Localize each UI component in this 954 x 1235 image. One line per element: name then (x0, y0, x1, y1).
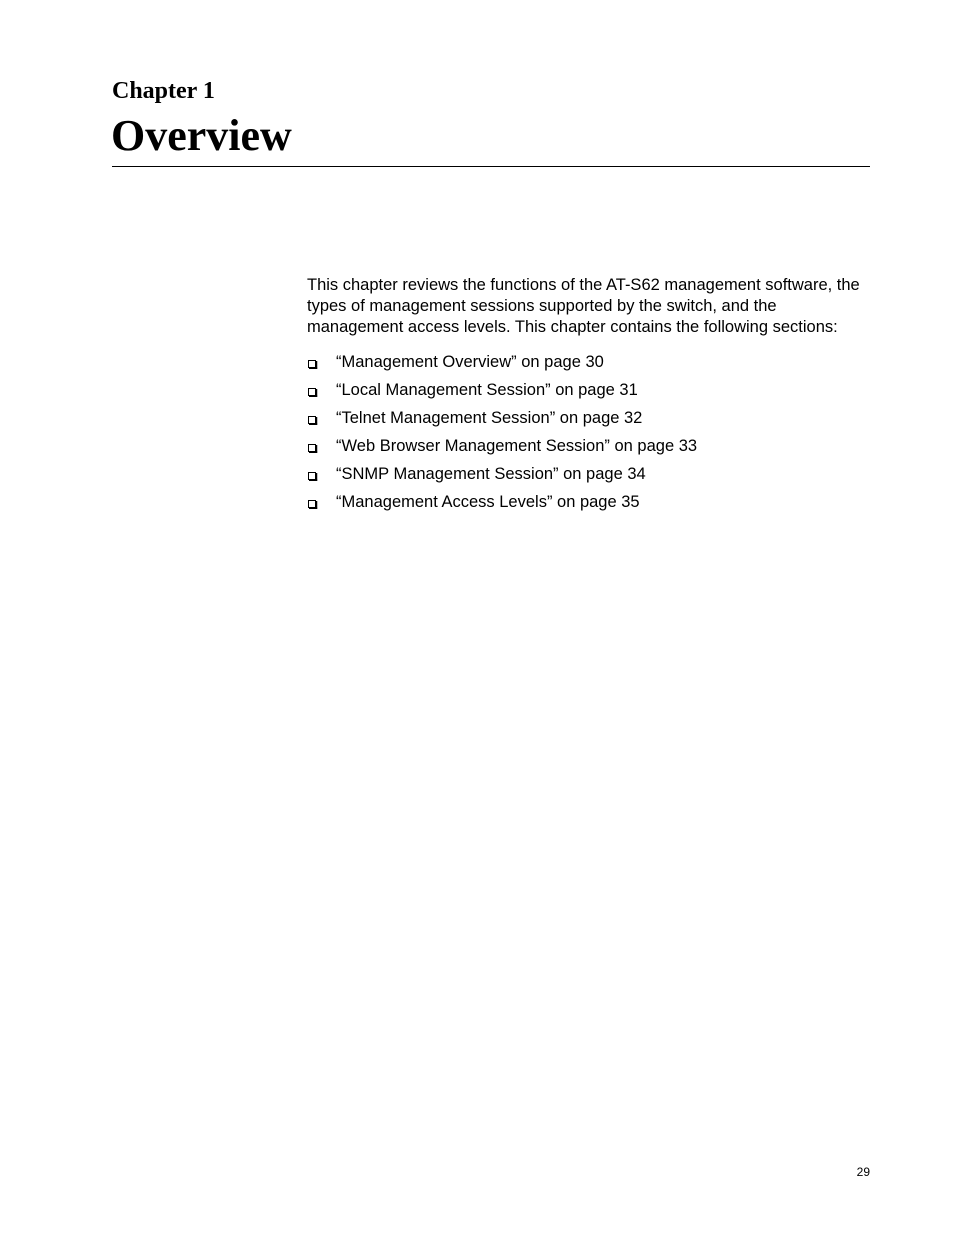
hollow-square-bullet-icon (308, 470, 319, 481)
hollow-square-bullet-icon (308, 498, 319, 509)
list-item (307, 464, 697, 492)
page-number: 29 (856, 1165, 870, 1179)
list-item (307, 408, 697, 436)
section-link[interactable]: “Web Browser Management Session” on page 33 (336, 437, 698, 455)
list-item (307, 352, 697, 380)
list-item (307, 492, 697, 520)
chapter-title: Overview (111, 111, 292, 160)
hollow-square-bullet-icon (308, 386, 319, 397)
hollow-square-bullet-icon (308, 442, 319, 453)
chapter-label: Chapter 1 (112, 78, 215, 104)
section-list (307, 352, 697, 520)
section-link[interactable]: “Telnet Management Session” on page 32 (336, 409, 643, 427)
intro-paragraph: This chapter reviews the functions of the AT-S62 management software, the types of management sessions supported by the switch, and the management access levels. This chapter contains the following sections: (307, 276, 860, 336)
hollow-square-bullet-icon (308, 358, 319, 369)
section-link[interactable]: “Management Overview” on page 30 (336, 353, 604, 371)
section-link[interactable]: “Management Access Levels” on page 35 (336, 493, 640, 511)
title-rule (112, 166, 870, 167)
list-item (307, 436, 697, 464)
section-link[interactable]: “SNMP Management Session” on page 34 (336, 465, 646, 483)
hollow-square-bullet-icon (308, 414, 319, 425)
section-link[interactable]: “Local Management Session” on page 31 (336, 381, 638, 399)
list-item (307, 380, 697, 408)
